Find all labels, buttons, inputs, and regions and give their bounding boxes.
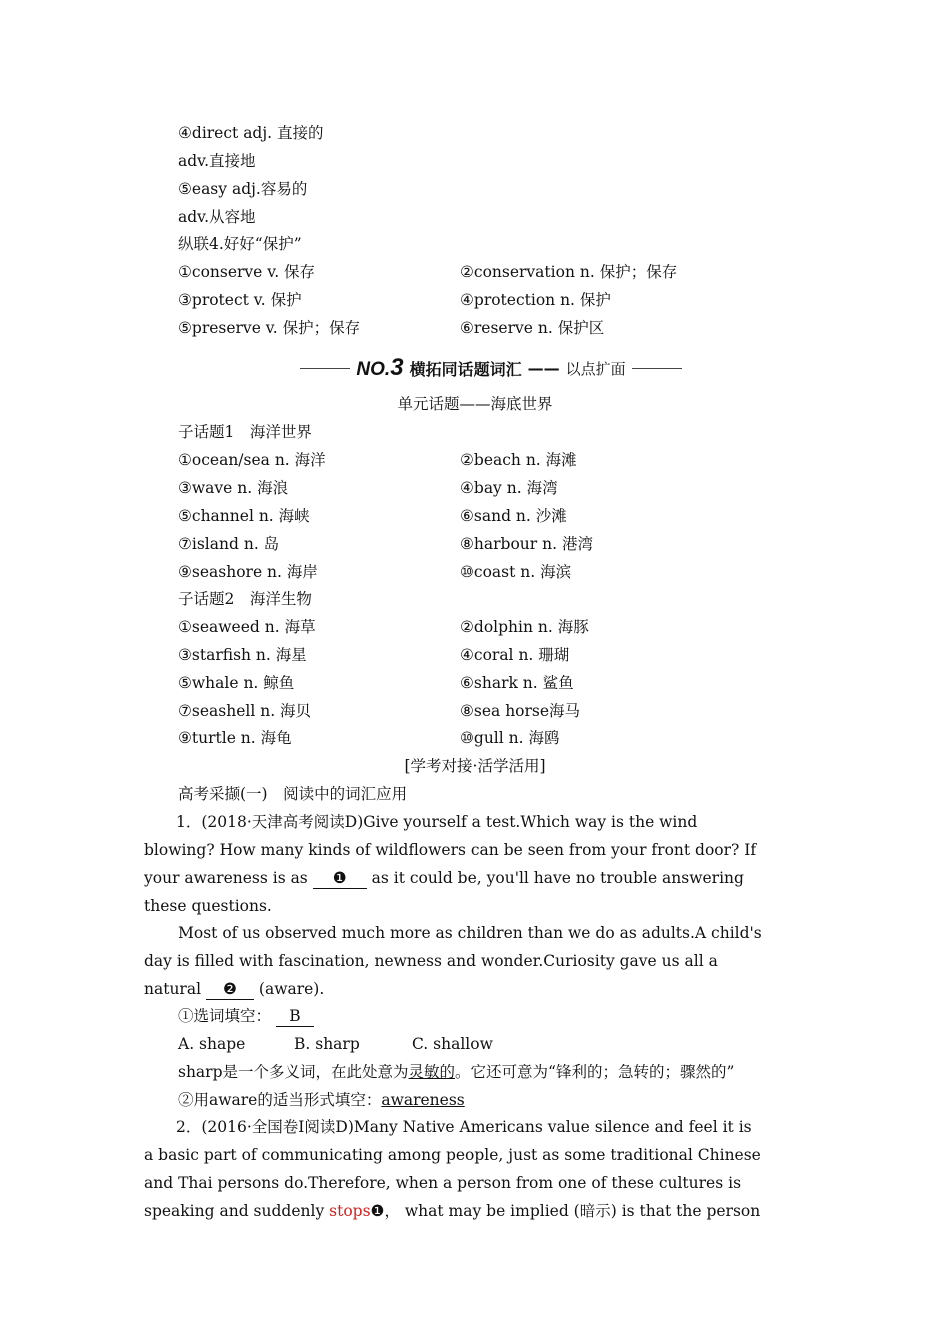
q1-blank-1[interactable]: ❶ xyxy=(313,868,367,889)
banner-number: NO.3 xyxy=(356,354,404,381)
subtopic2-right-0: ②dolphin n. 海豚 xyxy=(460,618,589,636)
q1-blank-2[interactable]: ❷ xyxy=(206,979,254,1000)
q1-line-2: blowing? How many kinds of wildflowers can be seen from your front door? If xyxy=(144,841,757,859)
subtopic2-right-1: ④coral n. 珊瑚 xyxy=(460,646,570,664)
q1-form-answer[interactable]: awareness xyxy=(381,1091,465,1109)
subtopic1-right-1: ④bay n. 海湾 xyxy=(460,479,558,497)
q1-explanation-answer: 灵敏的 xyxy=(408,1063,456,1081)
group4-right-2: ⑥reserve n. 保护区 xyxy=(460,319,605,337)
subtopic1-right-2: ⑥sand n. 沙滩 xyxy=(460,507,567,525)
group4-left-0: ①conserve v. 保存 xyxy=(178,263,316,281)
group4-left-1: ③protect v. 保护 xyxy=(178,291,302,309)
q1-fill-row xyxy=(178,1006,314,1027)
subtopic1-right-0: ②beach n. 海滩 xyxy=(460,451,577,469)
vocab-direct: ④direct adj. 直接的 xyxy=(178,124,324,142)
q2-line-3: and Thai persons do.Therefore, when a person from one of these cultures is xyxy=(144,1174,742,1192)
subtopic2-left-3: ⑦seashell n. 海贝 xyxy=(178,702,312,720)
q1-line-3 xyxy=(144,868,806,889)
unit-topic: 单元话题——海底世界 xyxy=(397,395,553,413)
q1-explanation-end: 。它还可意为“锋利的；急转的；骤然的” xyxy=(455,1063,735,1081)
vocab-direct-adv: adv.直接地 xyxy=(178,152,256,170)
q2-line-4-start: speaking and suddenly xyxy=(144,1202,325,1220)
banner-subtitle: 以点扩面 xyxy=(565,359,626,378)
banner-rule-left xyxy=(300,368,350,369)
subtopic1-title: 子话题1 海洋世界 xyxy=(178,423,312,441)
subtopic2-left-1: ③starfish n. 海星 xyxy=(178,646,307,664)
q1-line-1: 1．(2018·天津高考阅读D)Give yourself a test.Which way is the wind xyxy=(176,813,698,831)
q2-line-1: 2．(2016·全国卷Ⅰ阅读D)Many Native Americans value silence and feel it is xyxy=(176,1118,752,1136)
subtopic2-right-3: ⑧sea horse海马 xyxy=(460,702,581,720)
group4-left-2: ⑤preserve v. 保护；保存 xyxy=(178,319,361,337)
q1-fill-label: ①选词填空： xyxy=(178,1007,272,1025)
subtopic2-title: 子话题2 海洋生物 xyxy=(178,590,312,608)
q1-explanation-start: sharp是一个多义词，在此处意为 xyxy=(178,1063,409,1081)
banner-dash: —— xyxy=(527,358,560,378)
q1-line-5: Most of us observed much more as children than we do as adults.A child's xyxy=(178,924,762,942)
subtopic1-left-3: ⑦island n. 岛 xyxy=(178,535,280,553)
subtopic1-left-1: ③wave n. 海浪 xyxy=(178,479,289,497)
q1-form-row xyxy=(178,1090,465,1110)
practice-header: [学考对接·活学活用] xyxy=(404,757,546,775)
group4-right-0: ②conservation n. 保护；保存 xyxy=(460,263,678,281)
subtopic2-right-2: ⑥shark n. 鲨鱼 xyxy=(460,674,574,692)
subtopic2-left-4: ⑨turtle n. 海龟 xyxy=(178,729,292,747)
group4-right-1: ④protection n. 保护 xyxy=(460,291,611,309)
vocab-easy: ⑤easy adj.容易的 xyxy=(178,180,308,198)
q2-highlight-word: stops xyxy=(329,1202,371,1220)
q1-line-4: these questions. xyxy=(144,897,272,915)
q1-form-label: ②用aware的适当形式填空： xyxy=(178,1091,382,1109)
q1-line-7 xyxy=(144,979,806,1000)
q1-line-7-start: natural xyxy=(144,980,202,998)
q1-option-a: A. shape xyxy=(178,1035,246,1053)
subtopic1-left-0: ①ocean/sea n. 海洋 xyxy=(178,451,326,469)
q1-explanation xyxy=(178,1062,734,1082)
subtopic1-left-4: ⑨seashore n. 海岸 xyxy=(178,563,318,581)
q2-line-4-end: ， what may be implied (暗示) is that the person xyxy=(384,1202,761,1220)
q1-option-b: B. sharp xyxy=(294,1035,360,1053)
q2-line-2: a basic part of communicating among people, just as some traditional Chinese xyxy=(144,1146,761,1164)
q1-line-6: day is filled with fascination, newness and wonder.Curiosity gave us all a xyxy=(144,952,718,970)
section-banner xyxy=(300,356,682,380)
q1-line-3-start: your awareness is as xyxy=(144,869,308,887)
q2-line-4 xyxy=(144,1201,806,1221)
banner-title: 横拓同话题词汇 xyxy=(409,359,522,379)
subtopic2-left-0: ①seaweed n. 海草 xyxy=(178,618,316,636)
q2-marker: ❶ xyxy=(370,1202,385,1220)
q1-fill-answer[interactable]: B xyxy=(276,1006,314,1027)
exam-header: 高考采撷(一) 阅读中的词汇应用 xyxy=(178,785,408,803)
q1-option-c: C. shallow xyxy=(412,1035,493,1053)
subtopic1-right-3: ⑧harbour n. 港湾 xyxy=(460,535,593,553)
subtopic1-right-4: ⑩coast n. 海滨 xyxy=(460,563,572,581)
vocab-easy-adv: adv.从容地 xyxy=(178,208,256,226)
group4-title: 纵联4.好好“保护” xyxy=(178,235,302,253)
q1-line-7-end: (aware). xyxy=(258,980,325,998)
q1-line-3-end: as it could be, you'll have no trouble answering xyxy=(371,869,744,887)
subtopic1-left-2: ⑤channel n. 海峡 xyxy=(178,507,310,525)
subtopic2-right-4: ⑩gull n. 海鸥 xyxy=(460,729,560,747)
banner-rule-right xyxy=(632,368,682,369)
subtopic2-left-2: ⑤whale n. 鲸鱼 xyxy=(178,674,295,692)
